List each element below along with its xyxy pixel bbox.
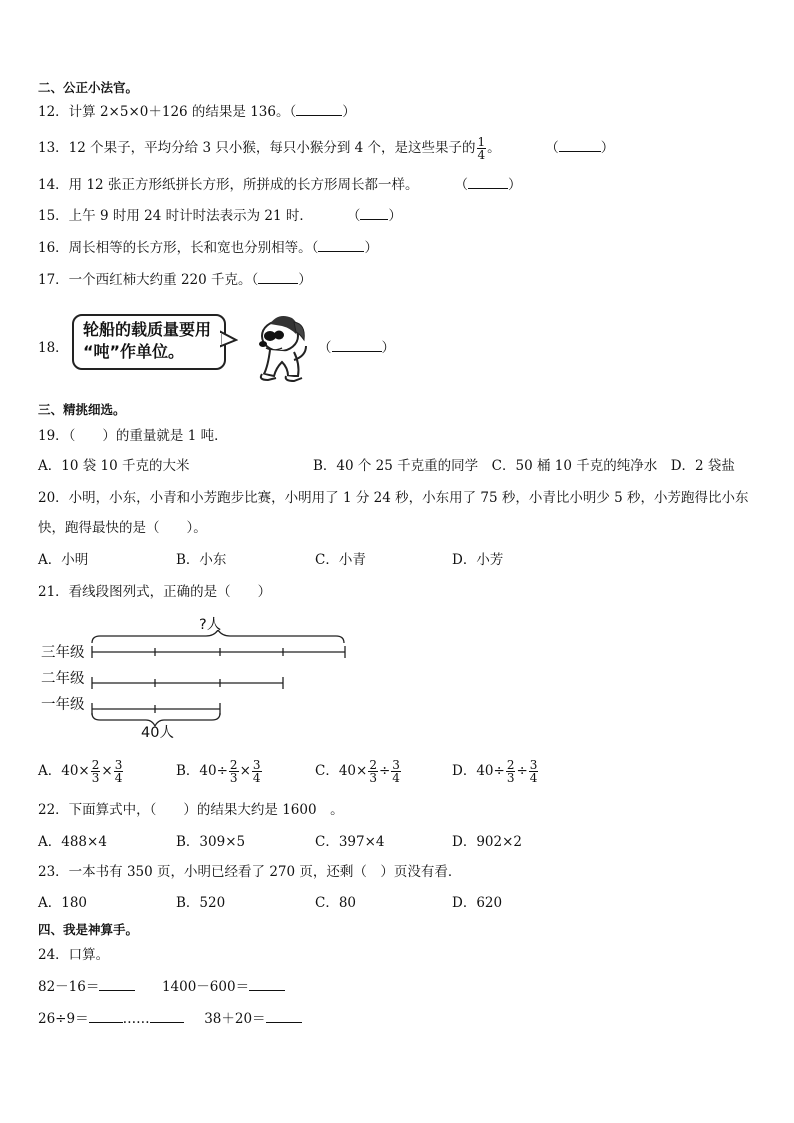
option-d[interactable]: D．小芳 [452,552,504,568]
question-14: 14．用 12 张正方形纸拼长方形，所拼成的长方形周长都一样。 （ ） [38,177,522,193]
options-bcd[interactable]: B．40 个 25 千克重的同学 C．50 桶 10 千克的纯净水 D．2 袋盐 [313,458,735,474]
option-c[interactable]: C．小青 [315,552,366,568]
question-16: 16．周长相等的长方形，长和宽也分别相等。（ ） [38,240,378,256]
answer-blank[interactable] [360,219,388,220]
question-12: 12．计算 2×5×0＋126 的结果是 136。（ ） [38,104,356,120]
diagram-top-label: ?人 [199,617,222,633]
option-a[interactable]: A．180 [38,895,88,911]
answer-blank[interactable] [318,251,364,252]
question-22: 22．下面算式中，（ ）的结果大约是 1600 。 [38,802,344,818]
answer-blank[interactable] [150,1022,184,1023]
diagram-row-label: 三年级 [41,645,85,661]
answer-blank[interactable] [89,1022,123,1023]
question-18-answer: （ ） [318,340,395,356]
calc-row: 26÷9＝ …… 38＋20＝ [38,1009,302,1029]
line-segment-diagram [88,630,350,730]
question-19: 19．（ ）的重量就是 1 吨． [38,428,228,444]
question-23: 23．一本书有 350 页，小明已经看了 270 页，还剩（ ）页没有看． [38,864,462,880]
answer-blank[interactable] [468,188,508,189]
option-c[interactable]: C．40× $\frac{2}{3}$ ÷ $\frac{3}{4}$ [315,758,400,785]
option-c[interactable]: C．80 [315,895,357,911]
section-heading: 二、公正小法官。 [38,80,139,95]
option-c[interactable]: C．397×4 [315,834,385,850]
option-d[interactable]: D．620 [452,895,503,911]
speech-bubble: 轮船的载质量要用 “吨”作单位。 [72,314,226,370]
option-a[interactable]: A．小明 [38,552,89,568]
question-21: 21．看线段图列式，正确的是（ ） [38,584,272,600]
option-a[interactable]: A．10 袋 10 千克的大米 [38,458,190,474]
answer-blank[interactable] [99,990,135,991]
diagram-row-label: 二年级 [41,671,85,687]
option-d[interactable]: D．902×2 [452,834,522,850]
section-heading: 四、我是神算手。 [38,922,139,937]
question-20-line1: 20．小明，小东，小青和小芳跑步比赛，小明用了 1 分 24 秒，小东用了 75 秒，小青比小明少 5 秒，小芳跑得比小东 [38,490,749,506]
answer-blank[interactable] [266,1022,302,1023]
answer-blank[interactable] [332,351,382,352]
answer-blank[interactable] [559,151,601,152]
calc-row: 82－16＝ 1400－600＝ [38,977,285,997]
cartoon-dog-icon [248,310,314,382]
diagram-bottom-label: 40人 [141,725,174,741]
answer-blank[interactable] [296,115,342,116]
option-b[interactable]: B．520 [176,895,226,911]
top-brace [92,630,344,643]
fraction: $\frac{1}{4}$ [477,135,486,162]
question-18-number: 18． [38,340,69,356]
section-heading: 三、精挑细选。 [38,402,126,417]
option-b[interactable]: B．309×5 [176,834,246,850]
option-b[interactable]: B．40÷ $\frac{2}{3}$ × $\frac{3}{4}$ [176,758,261,785]
option-b[interactable]: B．小东 [176,552,227,568]
answer-blank[interactable] [249,990,285,991]
diagram-row-label: 一年级 [41,697,85,713]
option-d[interactable]: D．40÷ $\frac{2}{3}$ ÷ $\frac{3}{4}$ [452,758,538,785]
bottom-brace [92,713,220,726]
option-a[interactable]: A．40× $\frac{2}{3}$ × $\frac{3}{4}$ [38,758,123,785]
speech-bubble-tail [218,326,238,352]
question-24: 24．口算。 [38,947,110,963]
question-20-line2: 快，跑得最快的是（ ）。 [38,520,207,536]
option-a[interactable]: A．488×4 [38,834,107,850]
question-17: 17．一个西红柿大约重 220 千克。（ ） [38,272,312,288]
question-13: 13．12 个果子，平均分给 3 只小猴，每只小猴分到 4 个，是这些果子的 $\frac{1}{4}$ 。 （ ） [38,135,615,162]
question-15: 15．上午 9 时用 24 时计时法表示为 21 时． （ ） [38,208,402,224]
answer-blank[interactable] [258,283,298,284]
